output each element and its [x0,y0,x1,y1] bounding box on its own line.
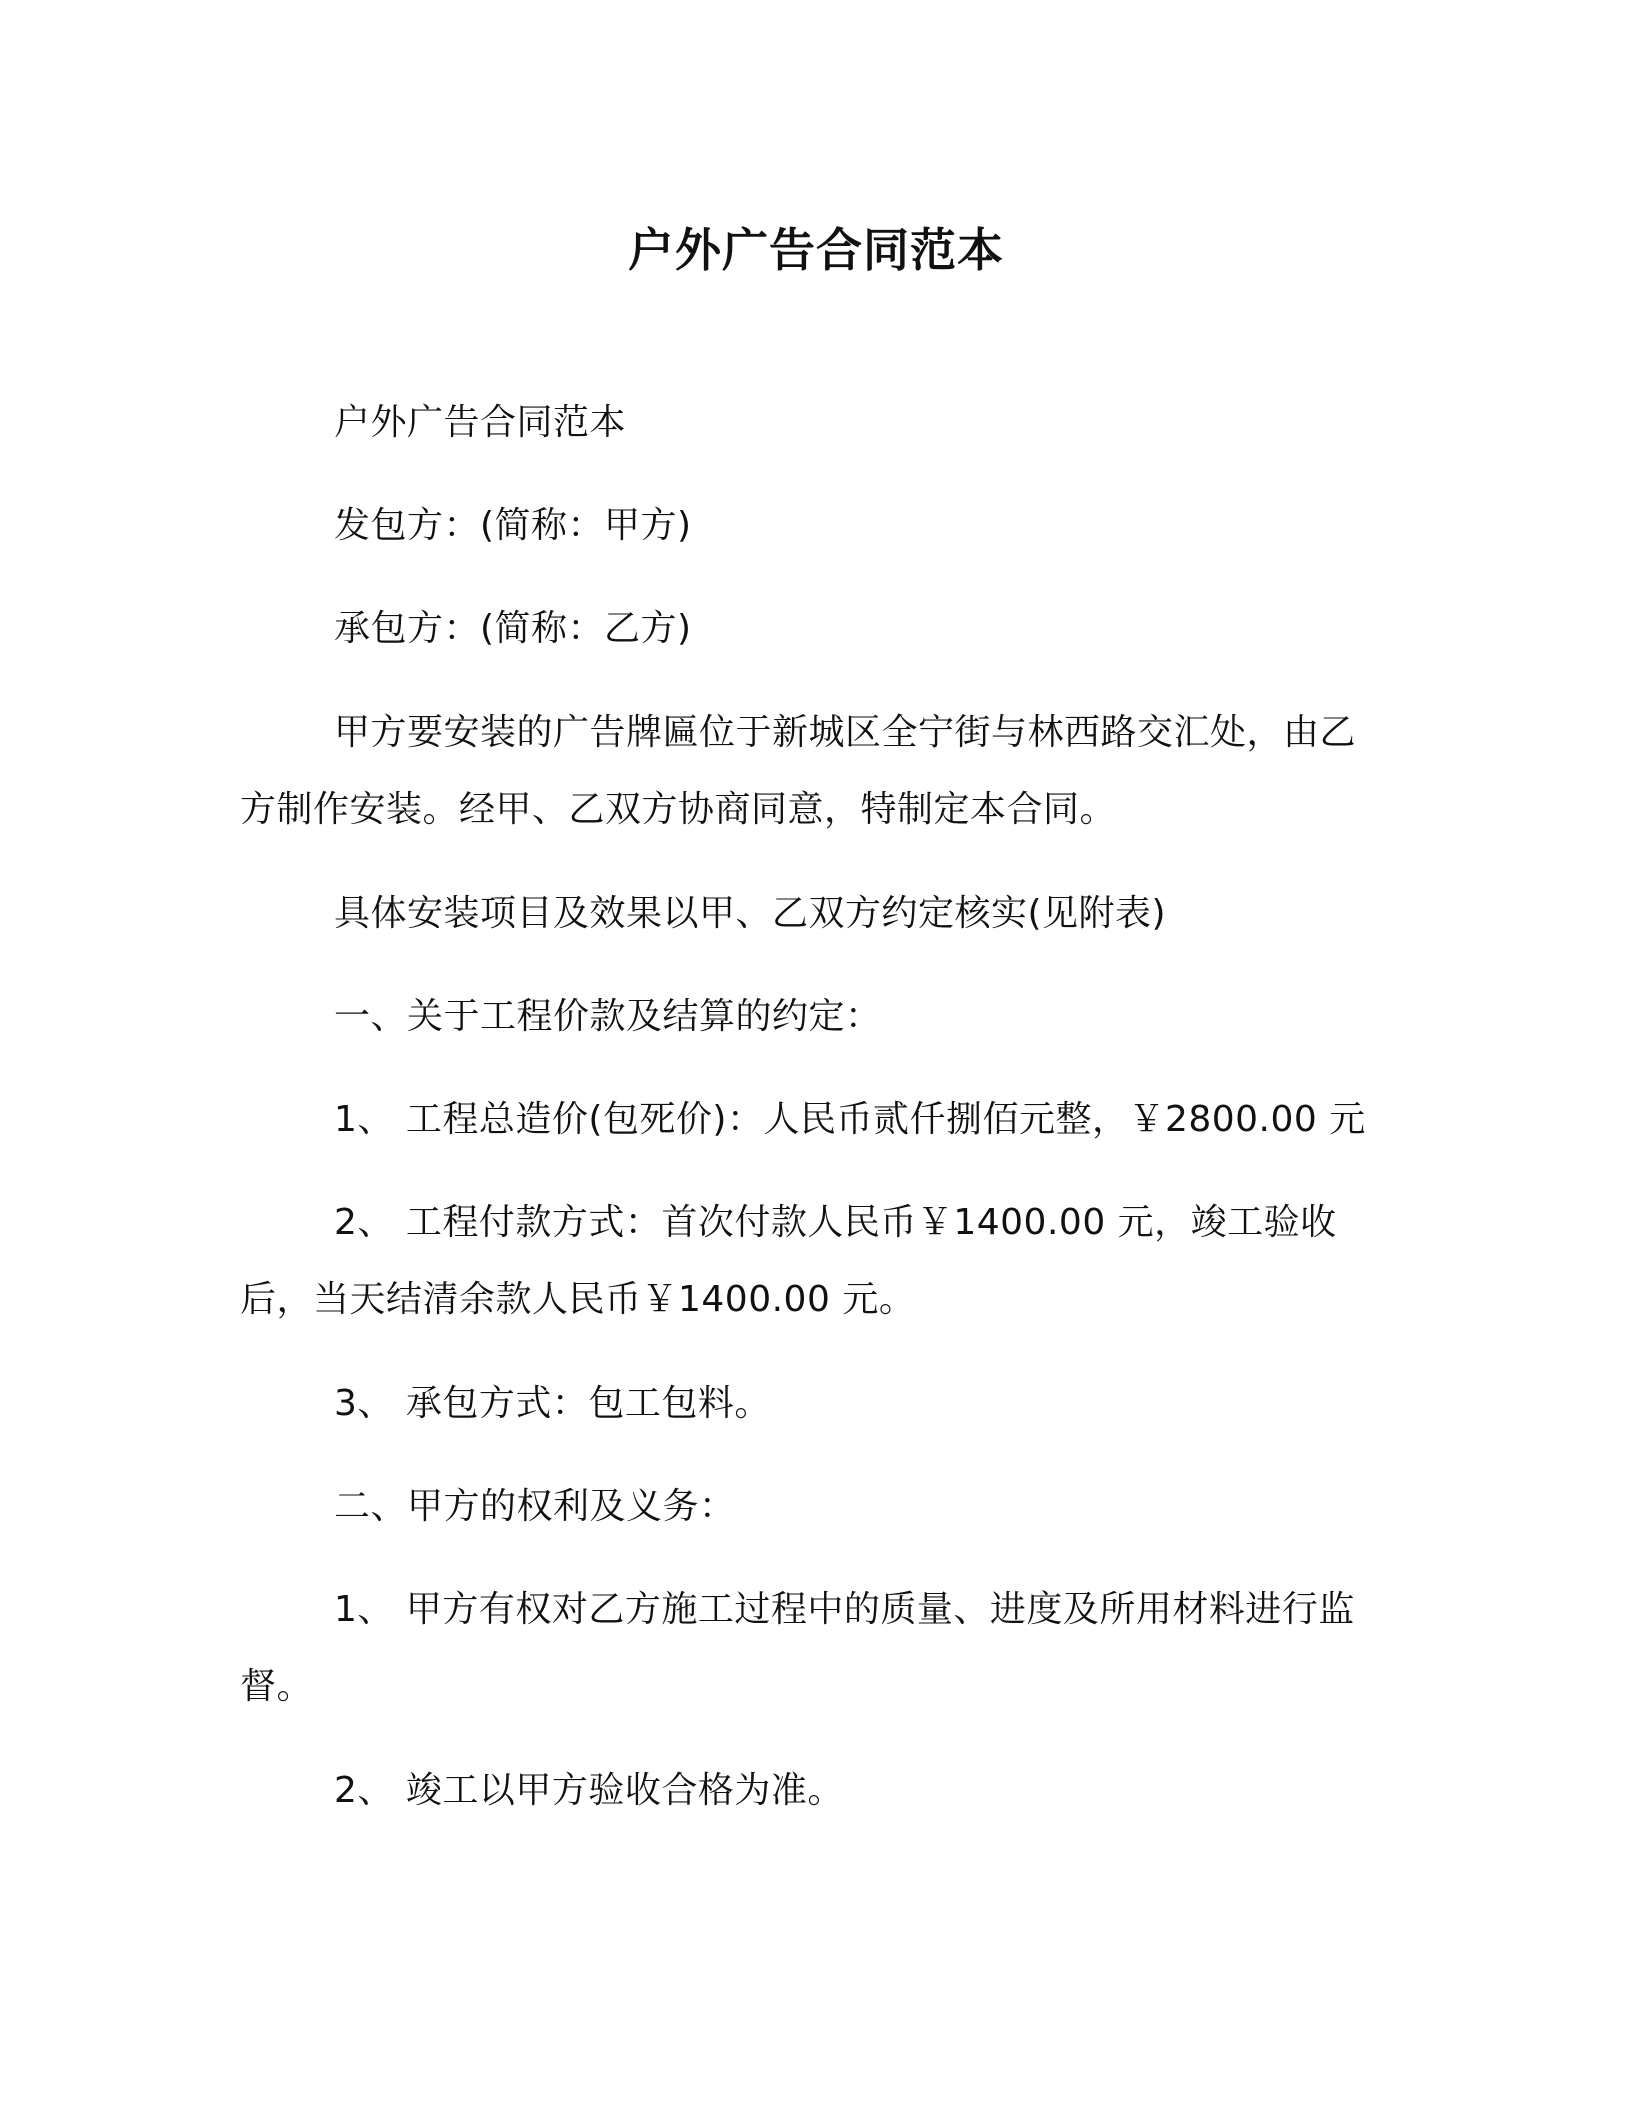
paragraph-intro: 甲方要安装的广告牌匾位于新城区全宁街与林西路交汇处，由乙方制作安装。经甲、乙双方协商同意，特制定本合同。 [240,712,1357,830]
paragraph-project: 具体安装项目及效果以甲、乙双方约定核实(见附表) [334,893,1167,934]
clause-supervision: 1、 甲方有权对乙方施工过程中的质量、进度及所用材料进行监督。 [240,1589,1355,1707]
document-title: 户外广告合同范本 [628,223,1004,277]
section-heading-rights: 二、甲方的权利及义务： [334,1486,736,1527]
clause-contract-mode: 3、 承包方式：包工包料。 [334,1383,771,1424]
paragraph-subtitle: 户外广告合同范本 [334,402,627,443]
paragraph-party-a: 发包方：(简称：甲方) [334,505,692,546]
paragraph-party-b: 承包方：(简称：乙方) [334,608,692,649]
clause-acceptance: 2、 竣工以甲方验收合格为准。 [334,1770,844,1811]
clause-payment: 2、 工程付款方式：首次付款人民币￥1400.00 元，竣工验收后，当天结清余款人民币￥1400.00 元。 [240,1202,1337,1320]
clause-total-price: 1、 工程总造价(包死价)：人民币贰仟捌佰元整，￥2800.00 元 [334,1099,1366,1140]
section-heading-price: 一、关于工程价款及结算的约定： [334,996,882,1037]
